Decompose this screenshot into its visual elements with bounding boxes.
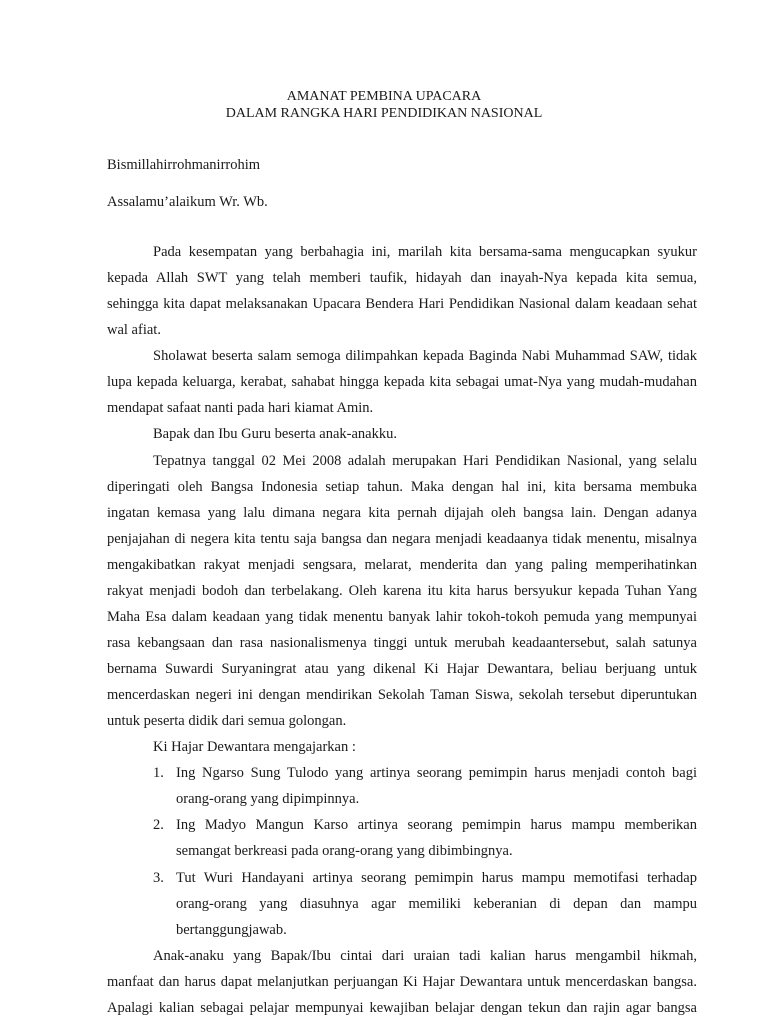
line-text: orang-orang yang dipimpinnya. [176,791,360,808]
list-item-line [107,838,697,864]
line-text: Bapak dan Ibu Guru beserta anak-anakku. [153,426,397,443]
body-text-line: diperingati oleh Bangsa Indonesia setiap tahun. Maka dengan hal ini, kita bersama membuka [107,478,697,495]
body-text-line: penjajahan di negera kita tentu saja bangsa dan negara menjadi keadaanya tidak menentu, misalnya [107,530,697,547]
body-text-line: Tepatnya tanggal 02 Mei 2008 adalah merupakan Hari Pendidikan Nasional, yang selalu [153,452,697,469]
list-item-line [107,760,697,786]
document-body [107,239,697,1021]
document-subtitle: DALAM RANGKA HARI PENDIDIKAN NASIONAL [225,106,543,121]
list-number: 3. [153,869,164,886]
body-text-line: Anak-anaku yang Bapak/Ibu cintai dari uraian tadi kalian harus mengambil hikmah, [153,947,697,964]
body-text-line: lupa kepada keluarga, kerabat, sahabat hingga kepada kita sebagai umat-Nya yang mudah-mudahan [107,374,697,391]
body-text-line: Pada kesempatan yang berbahagia ini, marilah kita bersama-sama mengucapkan syukur [153,244,697,260]
list-item-line [107,786,697,812]
list-item-line [107,917,697,943]
document-title: AMANAT PEMBINA UPACARA [286,89,482,104]
list-number: 1. [153,765,164,782]
line-text: semangat berkreasi pada orang-orang yang dibimbingnya. [176,843,513,860]
line-text: Ing Madyo Mangun Karso artinya seorang pemimpin harus mampu memberikan [176,817,697,834]
body-text-line [107,421,697,447]
body-text-line: Maha Esa dalam keadaan yang tidak menentu banyak lahir tokoh-tokoh pemuda yang mempunyai [107,608,697,625]
body-text-line [107,734,697,760]
line-text: bertanggungjawab. [176,921,287,938]
line-text: Ki Hajar Dewantara mengajarkan : [153,739,356,756]
body-text-line: sehingga kita dapat melaksanakan Upacara Bendera Hari Pendidikan Nasional dalam keadaan sehat [107,296,697,313]
opening-greeting: Assalamu’alaikum Wr. Wb. [107,194,268,210]
body-text-line: kepada Allah SWT yang telah memberi taufik, hidayah dan inayah-Nya kepada kita semua, [107,270,697,287]
body-text-line: bernama Suwardi Suryaningrat atau yang dikenal Ki Hajar Dewantara, beliau berjuang untuk [107,661,697,677]
list-item-line [107,865,697,891]
list-item-line [107,812,697,838]
body-text-line: Apalagi kalian sebagai pelajar mempunyai kewajiban belajar dengan tekun dan rajin agar bangsa [107,999,697,1016]
line-text: untuk peserta didik dari semua golongan. [107,713,347,730]
line-text: Ing Ngarso Sung Tulodo yang artinya seorang pemimpin harus menjadi contoh bagi [176,765,697,782]
line-text: Tut Wuri Handayani artinya seorang pemimpin harus mampu memotifasi terhadap [176,869,697,886]
body-text-line: mencerdaskan negeri ini dengan mendirikan Sekolah Taman Siswa, sekolah tersebut diperuntukan [107,687,697,704]
body-text-line: ingatan kemasa yang lalu dimana negara kita pernah dijajah oleh bangsa lain. Dengan adanya [107,504,697,521]
list-number: 2. [153,817,164,834]
body-text-line [107,317,697,343]
body-text-line: rasa kebangsaan dan rasa nasionalismenya tinggi untuk merubah keadaantersebut, salah satunya [107,634,697,651]
body-text-line: mengakibatkan rakyat menjadi sengsara, melarat, menderita dan yang paling memperihatinkan [107,556,697,573]
line-text: wal afiat. [107,322,161,339]
body-text-line [107,708,697,734]
line-text: mendapat safaat nanti pada hari kiamat Amin. [107,400,374,417]
body-text-line [107,395,697,421]
body-text-line: manfaat dan harus dapat melanjutkan perjuangan Ki Hajar Dewantara untuk mencerdaskan bangsa. [107,973,697,990]
list-item-line: orang-orang yang diasuhnya agar memiliki keberanian di depan dan mampu [176,895,697,912]
opening-basmalah: Bismillahirrohmanirrohim [107,157,261,173]
body-text-line: Sholawat beserta salam semoga dilimpahkan kepada Baginda Nabi Muhammad SAW, tidak [153,348,697,365]
body-text-line: rakyat menjadi bodoh dan terbelakang. Oleh karena itu kita harus bersyukur kepada Tuhan Yang [107,582,697,599]
